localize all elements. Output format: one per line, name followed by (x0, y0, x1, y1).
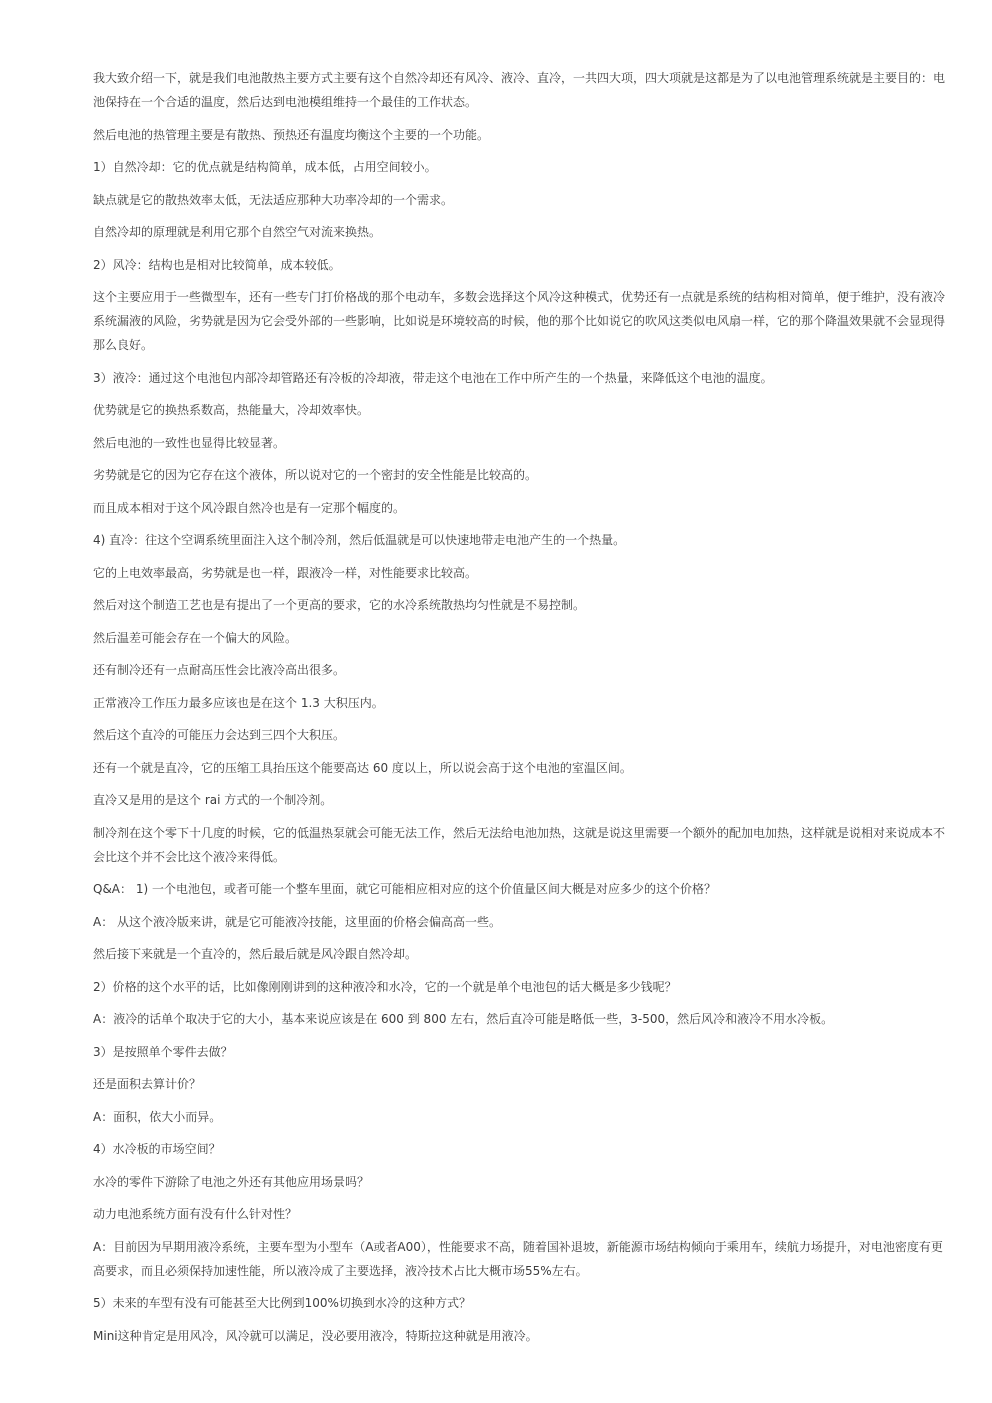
paragraph: 这个主要应用于一些微型车，还有一些专门打价格战的那个电动车，多数会选择这个风冷这种模式，优势还有一点就是系统的结构相对简单，便于维护，没有液冷系统漏液的风险，劣势就是因为它会受外部的一些影响，比如说是环境较高的时候，他的那个比如说它的吹风这类似电风扇一样，它的那个降温效果就不会显现得那么良好。 (93, 290, 946, 352)
paragraph: 还是面积去算计价？ (93, 1077, 202, 1091)
paragraph: 然后接下来就是一个直冷的，然后最后就是风冷跟自然冷却。 (93, 947, 418, 961)
paragraph: 4）水冷板的市场空间？ (93, 1142, 221, 1156)
paragraph: A：目前因为早期用液冷系统，主要车型为小型车（A或者A00），性能要求不高，随着国补退坡，新能源市场结构倾向于乘用车，续航力场提升，对电池密度有更高要求，而且必须保持加速性能，所以液冷成了主要选择，液冷技术占比大概市场55%左右。 (93, 1239, 943, 1278)
paragraph: 我大致介绍一下，就是我们电池散热主要方式主要有这个自然冷却还有风冷、液冷、直冷，一共四大项，四大项就是这都是为了以电池管理系统就是主要目的：电池保持在一个合适的温度，然后达到电池模组维持一个最佳的工作状态。 (93, 71, 946, 109)
paragraph: 4) 直冷：往这个空调系统里面注入这个制冷剂，然后低温就是可以快速地带走电池产生的一个热量。 (93, 533, 626, 547)
paragraph: 制冷剂在这个零下十几度的时候，它的低温热泵就会可能无法工作，然后无法给电池加热，这就是说这里需要一个额外的配加电加热，这样就是说相对来说成本不会比这个并不会比这个液冷来得低。 (93, 825, 946, 864)
paragraph: 3）液冷：通过这个电池包内部冷却管路还有冷板的冷却液，带走这个电池在工作中所产生的一个热量，来降低这个电池的温度。 (93, 370, 773, 385)
paragraph: Mini这种肯定是用风冷，风冷就可以满足，没必要用液冷，特斯拉这种就是用液冷。 (93, 1328, 538, 1343)
paragraph: 还有制冷还有一点耐高压性会比液冷高出很多。 (93, 663, 346, 677)
paragraph: 而且成本相对于这个风冷跟自然冷也是有一定那个幅度的。 (93, 500, 406, 515)
paragraph: 3）是按照单个零件去做？ (93, 1044, 233, 1059)
paragraph: 水冷的零件下游除了电池之外还有其他应用场景吗？ (93, 1174, 370, 1189)
paragraph: 5）未来的车型有没有可能甚至大比例到100%切换到水冷的这种方式？ (93, 1296, 471, 1310)
paragraph: 直冷又是用的是这个 rai 方式的一个制冷剂。 (93, 793, 333, 807)
paragraph: 然后这个直冷的可能压力会达到三四个大积压。 (93, 728, 346, 742)
paragraph: 然后电池的热管理主要是有散热、预热还有温度均衡这个主要的一个功能。 (93, 127, 490, 142)
paragraph: 然后电池的一致性也显得比较显著。 (93, 435, 286, 450)
paragraph: 还有一个就是直冷，它的压缩工具抬压这个能要高达 60 度以上，所以说会高于这个电池的室温区间。 (93, 760, 632, 775)
paragraph: 2）风冷：结构也是相对比较简单，成本较低。 (93, 257, 341, 272)
paragraph: A：面积，依大小而异。 (93, 1109, 222, 1124)
paragraph: 正常液冷工作压力最多应该也是在这个 1.3 大积压内。 (93, 695, 384, 710)
paragraph: A： 从这个液冷版来讲，就是它可能液冷技能，这里面的价格会偏高高一些。 (93, 914, 502, 929)
paragraph: 然后温差可能会存在一个偏大的风险。 (93, 630, 298, 645)
paragraph: 然后对这个制造工艺也是有提出了一个更高的要求，它的水冷系统散热均匀性就是不易控制。 (93, 598, 586, 612)
paragraph: 劣势就是它的因为它存在这个液体，所以说对它的一个密封的安全性能是比较高的。 (93, 468, 538, 482)
paragraph: 自然冷却的原理就是利用它那个自然空气对流来换热。 (93, 225, 382, 239)
paragraph: 2）价格的这个水平的话，比如像刚刚讲到的这种液冷和水冷，它的一个就是单个电池包的话大概是多少钱呢？ (93, 979, 677, 994)
paragraph: Q&A： 1) 一个电池包，或者可能一个整车里面，就它可能相应相对应的这个价值量区间大概是对应多少的这个价格？ (93, 882, 716, 896)
paragraph: 1）自然冷却：它的优点就是结构简单，成本低，占用空间较小。 (93, 160, 437, 174)
paragraph: 缺点就是它的散热效率太低，无法适应那种大功率冷却的一个需求。 (93, 192, 454, 207)
paragraph: 它的上电效率最高，劣势就是也一样，跟液冷一样，对性能要求比较高。 (93, 565, 478, 580)
paragraph: 优势就是它的换热系数高，热能量大，冷却效率快。 (93, 403, 370, 417)
document-body (93, 66, 945, 1356)
paragraph: A：液冷的话单个取决于它的大小，基本来说应该是在 600 到 800 左右，然后直冷可能是略低一些，3-500，然后风冷和液冷不用水冷板。 (93, 1012, 834, 1026)
paragraph: 动力电池系统方面有没有什么针对性？ (93, 1207, 298, 1221)
